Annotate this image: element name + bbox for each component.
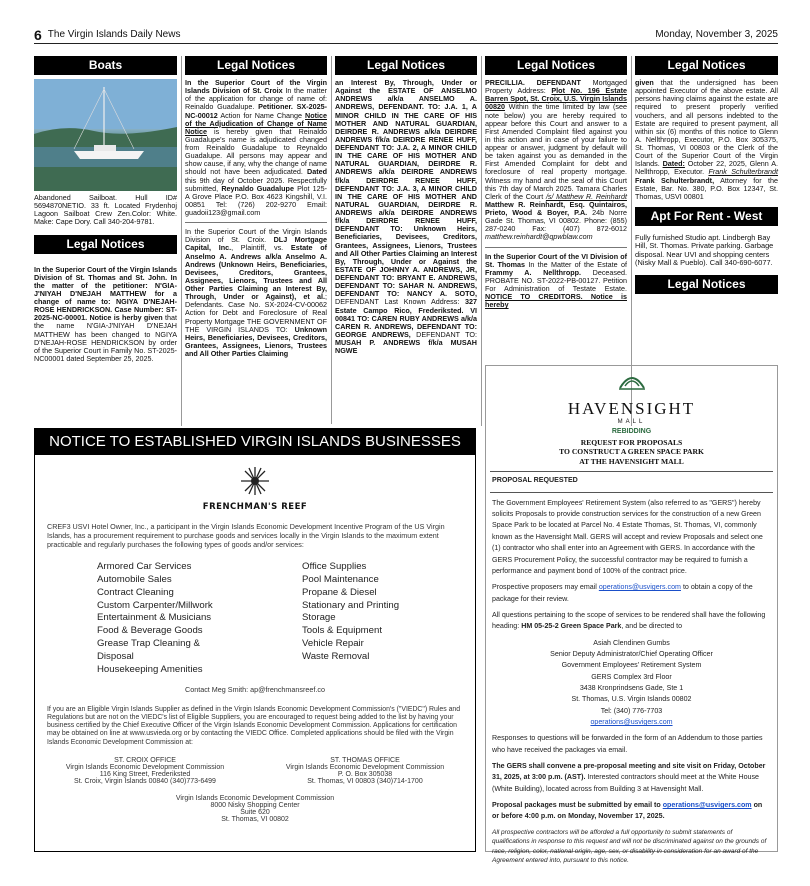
email-link[interactable]: operations@usvigers.com — [598, 583, 681, 592]
frenchmans-reef-ad — [34, 428, 476, 852]
service-item: Office Supplies — [302, 561, 367, 572]
rfp-p2: Prospective proposers may email operations@usvigers.com to obtain a copy of the package for their review. — [492, 583, 753, 603]
address-line: 8000 Nisky Shopping Center — [210, 802, 300, 809]
section-title-boats: Boats — [34, 56, 177, 75]
service-item: Disposal — [97, 650, 134, 662]
havensight-logo-icon — [617, 370, 647, 392]
service-item: Waste Removal — [302, 650, 370, 662]
service-item: Stationary and Printing — [302, 599, 400, 611]
newspaper-name: The Virgin Islands Daily News — [47, 29, 181, 40]
page-header — [34, 26, 778, 44]
legal-notice-foreclosure: In the Superior Court of the Virgin Islands Division of St. Croix. DLJ Mortgage Capital, Inc., Plaintiff, vs. Estate of Anselmo A. Andrews a/k/a Anselmo A. Andrews (Unknown Heirs, Beneficiaries, Devisees, Creditors, Grantees, Assignees, Lienors, Trustees and All Other Parties Claiming an Interest By, Through, Under or Against), et al.; Defendants. Case No. SX-2024-CV-00062 Action for Debt and Foreclosure of Real Property Mortgage THE GOVERNMENT OF THE VIRGIN ISLANDS TO: Unknown Heirs, Beneficiaries, Devisees, Creditors, Grantees, Assignees, Lienors, Trustees and All Other Parties Claiming — [185, 227, 328, 358]
rfp-p5: The GERS shall convene a pre-proposal meeting and site visit on Friday, October 31, 2025, at 3:00 p.m. (AST). Interested contractors should meet at the White House (White Building), located across from Building 3 at Havensight Mall. — [492, 762, 766, 793]
service-item: Automobile Sales — [97, 573, 172, 585]
rfp-p4: Responses to questions will be forwarded in the form of an Addendum to those parties who have received the packages via email. — [492, 734, 763, 754]
address-line: Virgin Islands Economic Development Commission — [175, 795, 335, 802]
column-legal-2 — [185, 56, 327, 426]
starburst-icon — [235, 465, 275, 497]
apt-listing: Fully furnished Studio apt. Lindbergh Bay Hill, St. Thomas. Private parking. Garbage disposal. Near UVI and shopping centers (Nisky Mall & Pueblo). Call 340-690-6077. — [635, 232, 774, 267]
contact-line: Senior Deputy Administrator/Chief Operating Officer — [550, 649, 713, 658]
legal-notice-name-change: In the Superior Court of the Virgin Islands Division of St. Thomas and St. John. In the matter of the petitioner: N'GIA-J'NIYAH D'NEJAH MATTHEW for a change of name to: NGIYA D'NEJAH-ROSE HENDRICKSON. Case Number: ST-2025-NC-00001. Notice is herby given that the name N'GIA-J'NIYAH D'NEJAH MATTHEW has been changed to NGIYA D'NEJAH-ROSE HENDRICKSON by order of the Superior Court in Family No. ST-2025-NC00001 dated September 25, 2025. — [34, 264, 177, 363]
legal-notice-probate: In the Superior Court of the VI Division of St. Thomas In the Matter of the Estate of Frammy A. Nellthropp. Deceased. PROBATE NO. ST-2022-PB-00127. Petition For Administration of Testate Estate. NOTICE TO CREDITORS. Notice is hereby — [485, 251, 627, 310]
issue-date: Monday, November 3, 2025 — [655, 29, 778, 40]
service-item: Tools & Equipment — [302, 625, 382, 637]
section-title-legal: Legal Notices — [335, 56, 477, 75]
legal-notice-continued: an Interest By, Through, Under or Against the ESTATE OF ANSELMO ANDREWS a/k/a ANSELMO A. ANDREWS, DEFENDANT. TO: J.A. 1, A MINOR CHILD IN THE CARE OF HIS MOTHER AND NATURAL GUARDIAN, DEIRDRE R. ANDREWS a/k/a DEIRDRE ANDREWS f/k/a DEIRDRE RENEE HUFF, DEFENDANT TO: J.A. 2, A MINOR CHILD IN THE CARE OF HIS MOTHER AND NATURAL GUARDIAN, DEIRDRE R. ANDREWS a/k/a DEIRDRE ANDREWS f/k/a DEIRDRE RENEE HUFF, DEFENDANT TO: J.A. 3, A MINOR CHILD IN THE CARE OF HIS MOTHER AND NATURAL GUARDIAN, DEIRDRE R. ANDREWS a/k/a DEIRDRE ANDREWS f/k/a DEIRDRE RENEE HUFF, DEFENDANT TO: Unknown Heirs, Beneficiaries, Devisees, Creditors, Grantees, Assignees, Lienors, Trustees and All Other Parties Claiming an Interest By, Through, Under or Against the ESTATE OF JOHNNY A. ANDREWS, JR, DEFENDANT TO: BRYANT E. ANDREWS, DEFENDANT TO: SAHAR N. ANDREWS, DEFENDANT TO: NANCY A. SOTO, DEFENDANT Last Known Address: 327 Estate Campo Rico, Frederiksted. VI 00841 TO: CAREN RUBY ANDREWS a/k/a CAREN R. ANDREWS, DEFENDANT TO: GEORGE ANDREWS, DEFENDANT TO: MUSAH P. ANDREWS f/k/a MUSAH NGWE — [335, 78, 477, 356]
havensight-rfp — [485, 365, 778, 864]
office-addresses — [35, 757, 475, 785]
rfp-heading: REQUEST FOR PROPOSALS TO CONSTRUCT A GREEN SPACE PARK AT THE HAVENSIGHT MALL — [559, 438, 704, 466]
legal-notice-executor: given that the undersigned has been appointed Executor of the above estate. All persons having claims against the estate are required to present properly verified vouchers, and all persons indebted to the Estate are required to present payment, all within six (6) months of this notice to Glenn A. Nellthropp, Executor, P.O. Box 305375, St. Thomas, VI 00803 or the Clerk of the Court of the Superior Court of the Virgin Islands. Dated: October 22, 2025, Glenn A. Nellthropp, Executor. Frank Schulterbrandt Frank Schulterbrandt, Attorney for the Estate, Bar. No. 380, P.O. Box 12347, St. Thomas, USVI 00801 — [635, 78, 779, 201]
address-line: ST. THOMAS OFFICE — [330, 757, 400, 764]
section-title-legal: Legal Notices — [635, 275, 778, 294]
rfp-p1: The Government Employees' Retirement System (also referred to as "GERS") hereby solicits Proposals to provide construction services for the construction of a new Green Space Park to be located at Parcel No. 4 Estate Thomas, St. Thomas, VI, commonly known as the Havensight Mall. GERS will accept and review Proposals and select one (1) contractor who shall enter into an Agreement with GERS. In accordance with the GERS Procurement Policy, the successful contractor may be required to furnish a performance and payment bond of 100% of the contract price. — [492, 498, 763, 575]
address-line: Suite 620 — [240, 809, 270, 816]
eligibility-text: If you are an Eligible Virgin Islands Supplier as defined in the Virgin Islands Economic Development Commission's ("VIEDC") Rules and Regulations but are not on the VIEDC's list of Eligible Suppliers, you are encouraged to request being added to the list by having your business certified by the Chief Executive Officer of the Virgin Islands Economic Development Commission. Applications for certification may be obtained on line at www.usvieda.org or by contacting the VIEDC Office. Completed applications should be filed with the Virgin Islands Economic Development Commission at: — [47, 705, 461, 746]
service-item: Pool Maintenance — [302, 573, 379, 585]
service-item: Food & Beverage Goods — [97, 625, 203, 637]
sailboat-photo — [34, 79, 177, 191]
frenchmans-reef-logo — [35, 465, 475, 512]
address-line: ST. CROIX OFFICE — [114, 757, 176, 764]
contact-line: Tel: (340) 776-7703 — [600, 706, 663, 715]
logo-text: FRENCHMAN'S REEF — [202, 502, 308, 512]
rebidding-label: REBIDDING — [611, 428, 652, 435]
havensight-name: HAVENSIGHT — [567, 399, 696, 418]
rfp-contact — [486, 638, 777, 717]
column-boats — [34, 56, 177, 426]
address-line: 116 King Street, Frederiksted — [99, 771, 191, 778]
legal-notice-summons: PRECILLIA. DEFENDANT Mortgaged Property Address: Plot No. 196 Estate Barren Spot, St. Croix, U.S. Virgin Islands 00820 Within the time limited by law (see note below) you are hereby required to appear before this Court and answer to a First Amended Complaint filed against you in this action and in case of your failure to appear or answer, judgment by default will be taken against you as demanded in the First Amended Complaint for debt and foreclosure of real property mortgage. Witness my hand and the seal of this Court this 7th day of March 2025. Tamara Charles Clerk of the Court /s/ Matthew R. Reinhardt Matthew R. Reinhardt, Esq. Quintairos, Prieto, Wood & Boyer, P.A. 24b Norre Gade St. Thomas, VI 00802. Phone: (855) 287-0240 Fax: (407) 872-6012 matthew.reinhardt@qpwblaw.com — [485, 78, 628, 242]
column-legal-3 — [335, 56, 477, 424]
service-item: Propane & Diesel — [302, 586, 377, 598]
section-title-legal: Legal Notices — [34, 235, 177, 254]
service-item: Housekeeping Amenities — [97, 663, 203, 675]
rfp-p7: All prospective contractors will be afforded a full opportunity to submit statements of qualifications in response to this request and will not be discriminated against on the grounds of race, religion, color, national origin, age, sex, or disability in consideration for an award of the Agreement entered into, pursuant to this notice. — [492, 828, 767, 864]
column-legal-5 — [635, 56, 778, 366]
address-line: Virgin Islands Economic Development Commission — [285, 764, 445, 771]
contact-line: St. Thomas, U.S. Virgin Islands 00802 — [571, 695, 692, 704]
address-line: St. Thomas, VI 00803 (340)714-1700 — [307, 778, 423, 785]
boat-listing: Abandoned Sailboat. Hull ID# 5694870NETIO. 33 ft. Located Frydenhoj Lagoon Sailboat Crew Zen.Color: White. Make: Cape Dory. Call 340-204-9781. — [34, 193, 177, 227]
address-line: St. Croix, Virgin Islands 00840 (340)773-6499 — [74, 778, 216, 785]
column-legal-4 — [485, 56, 627, 358]
ad-title: NOTICE TO ESTABLISHED VIRGIN ISLANDS BUSINESSES — [35, 429, 475, 455]
email-link[interactable]: operations@usvigers.com — [590, 717, 673, 726]
section-title-apt-rent: Apt For Rent - West — [635, 207, 778, 226]
page-number: 6 — [34, 26, 42, 43]
proposal-requested: PROPOSAL REQUESTED — [492, 476, 578, 485]
service-item: Contract Cleaning — [97, 586, 174, 598]
section-title-legal: Legal Notices — [185, 56, 327, 75]
service-item: Armored Car Services — [97, 561, 192, 572]
service-item: Grease Trap Cleaning & — [97, 638, 200, 650]
service-item: Vehicle Repair — [302, 638, 364, 650]
rfp-p6: Proposal packages must be submitted by email to operations@usvigers.com on or before 4:00 p.m. on Monday, November 17, 2025. — [492, 801, 763, 821]
legal-notice-guadalupe: In the Superior Court of the Virgin Islands Division of St. Croix In the matter of the application for change of name of: Reinaldo Guadalupe. Petitioner. SX-2025-NC-00012 Action for Name Change Notice of the Adjudication of Change of Name Notice is hereby given that Reinaldo Guadalupe's name is adjudicated changed from Reinaldo Guadalupe to Reynaldo Guadalupe. All persons may appear and show cause, if any, why the change of name should not have been adjudicated. Dated this 9th day of October 2025. Respectfully submitted, Reynaldo Guadalupe Plot 125-A Grove Place P.O. Box 4623 Kingshill, V.I. 00851 Tel: (726) 202-9270 Email: guadoii123@gmail.com — [185, 78, 328, 217]
contact-line: Asiah Clendinen Gumbs — [593, 638, 670, 647]
service-categories — [97, 561, 475, 677]
address-line: Virgin Islands Economic Development Commission — [65, 764, 225, 771]
section-title-legal: Legal Notices — [485, 56, 627, 75]
ad-intro: CREF3 USVI Hotel Owner, Inc., a participant in the Virgin Islands Economic Development Incentive Program of the US Virgin Islands, has a procurement requirement to purchase goods and services locally in the Virgin Islands to the maximum extent practicable and regularly purchases the following types of goods and/or services: — [47, 522, 445, 549]
contact-line: 3438 Kronprindsens Gade, Ste 1 — [579, 683, 684, 692]
address-line: St. Thomas, VI 00802 — [221, 816, 289, 823]
service-item: Custom Carpenter/Millwork — [97, 599, 213, 611]
mall-label: MALL — [617, 419, 646, 425]
email-link[interactable]: operations@usvigers.com — [662, 801, 752, 810]
service-item: Entertainment & Musicians — [97, 612, 212, 624]
section-title-legal: Legal Notices — [635, 56, 778, 75]
address-line: P. O. Box 305038 — [337, 771, 393, 778]
rfp-p3: All questions pertaining to the scope of services to be rendered shall have the following heading: HM 05-25-2 Green Space Park, and be directed to — [492, 610, 766, 631]
contact-line: GERS Complex 3rd Floor — [591, 672, 672, 681]
contact-line: Government Employees' Retirement System — [561, 661, 702, 670]
nisky-office — [35, 795, 475, 823]
service-item: Storage — [302, 612, 336, 624]
contact-line: Contact Meg Smith: ap@frenchmansreef.co — [185, 684, 325, 694]
